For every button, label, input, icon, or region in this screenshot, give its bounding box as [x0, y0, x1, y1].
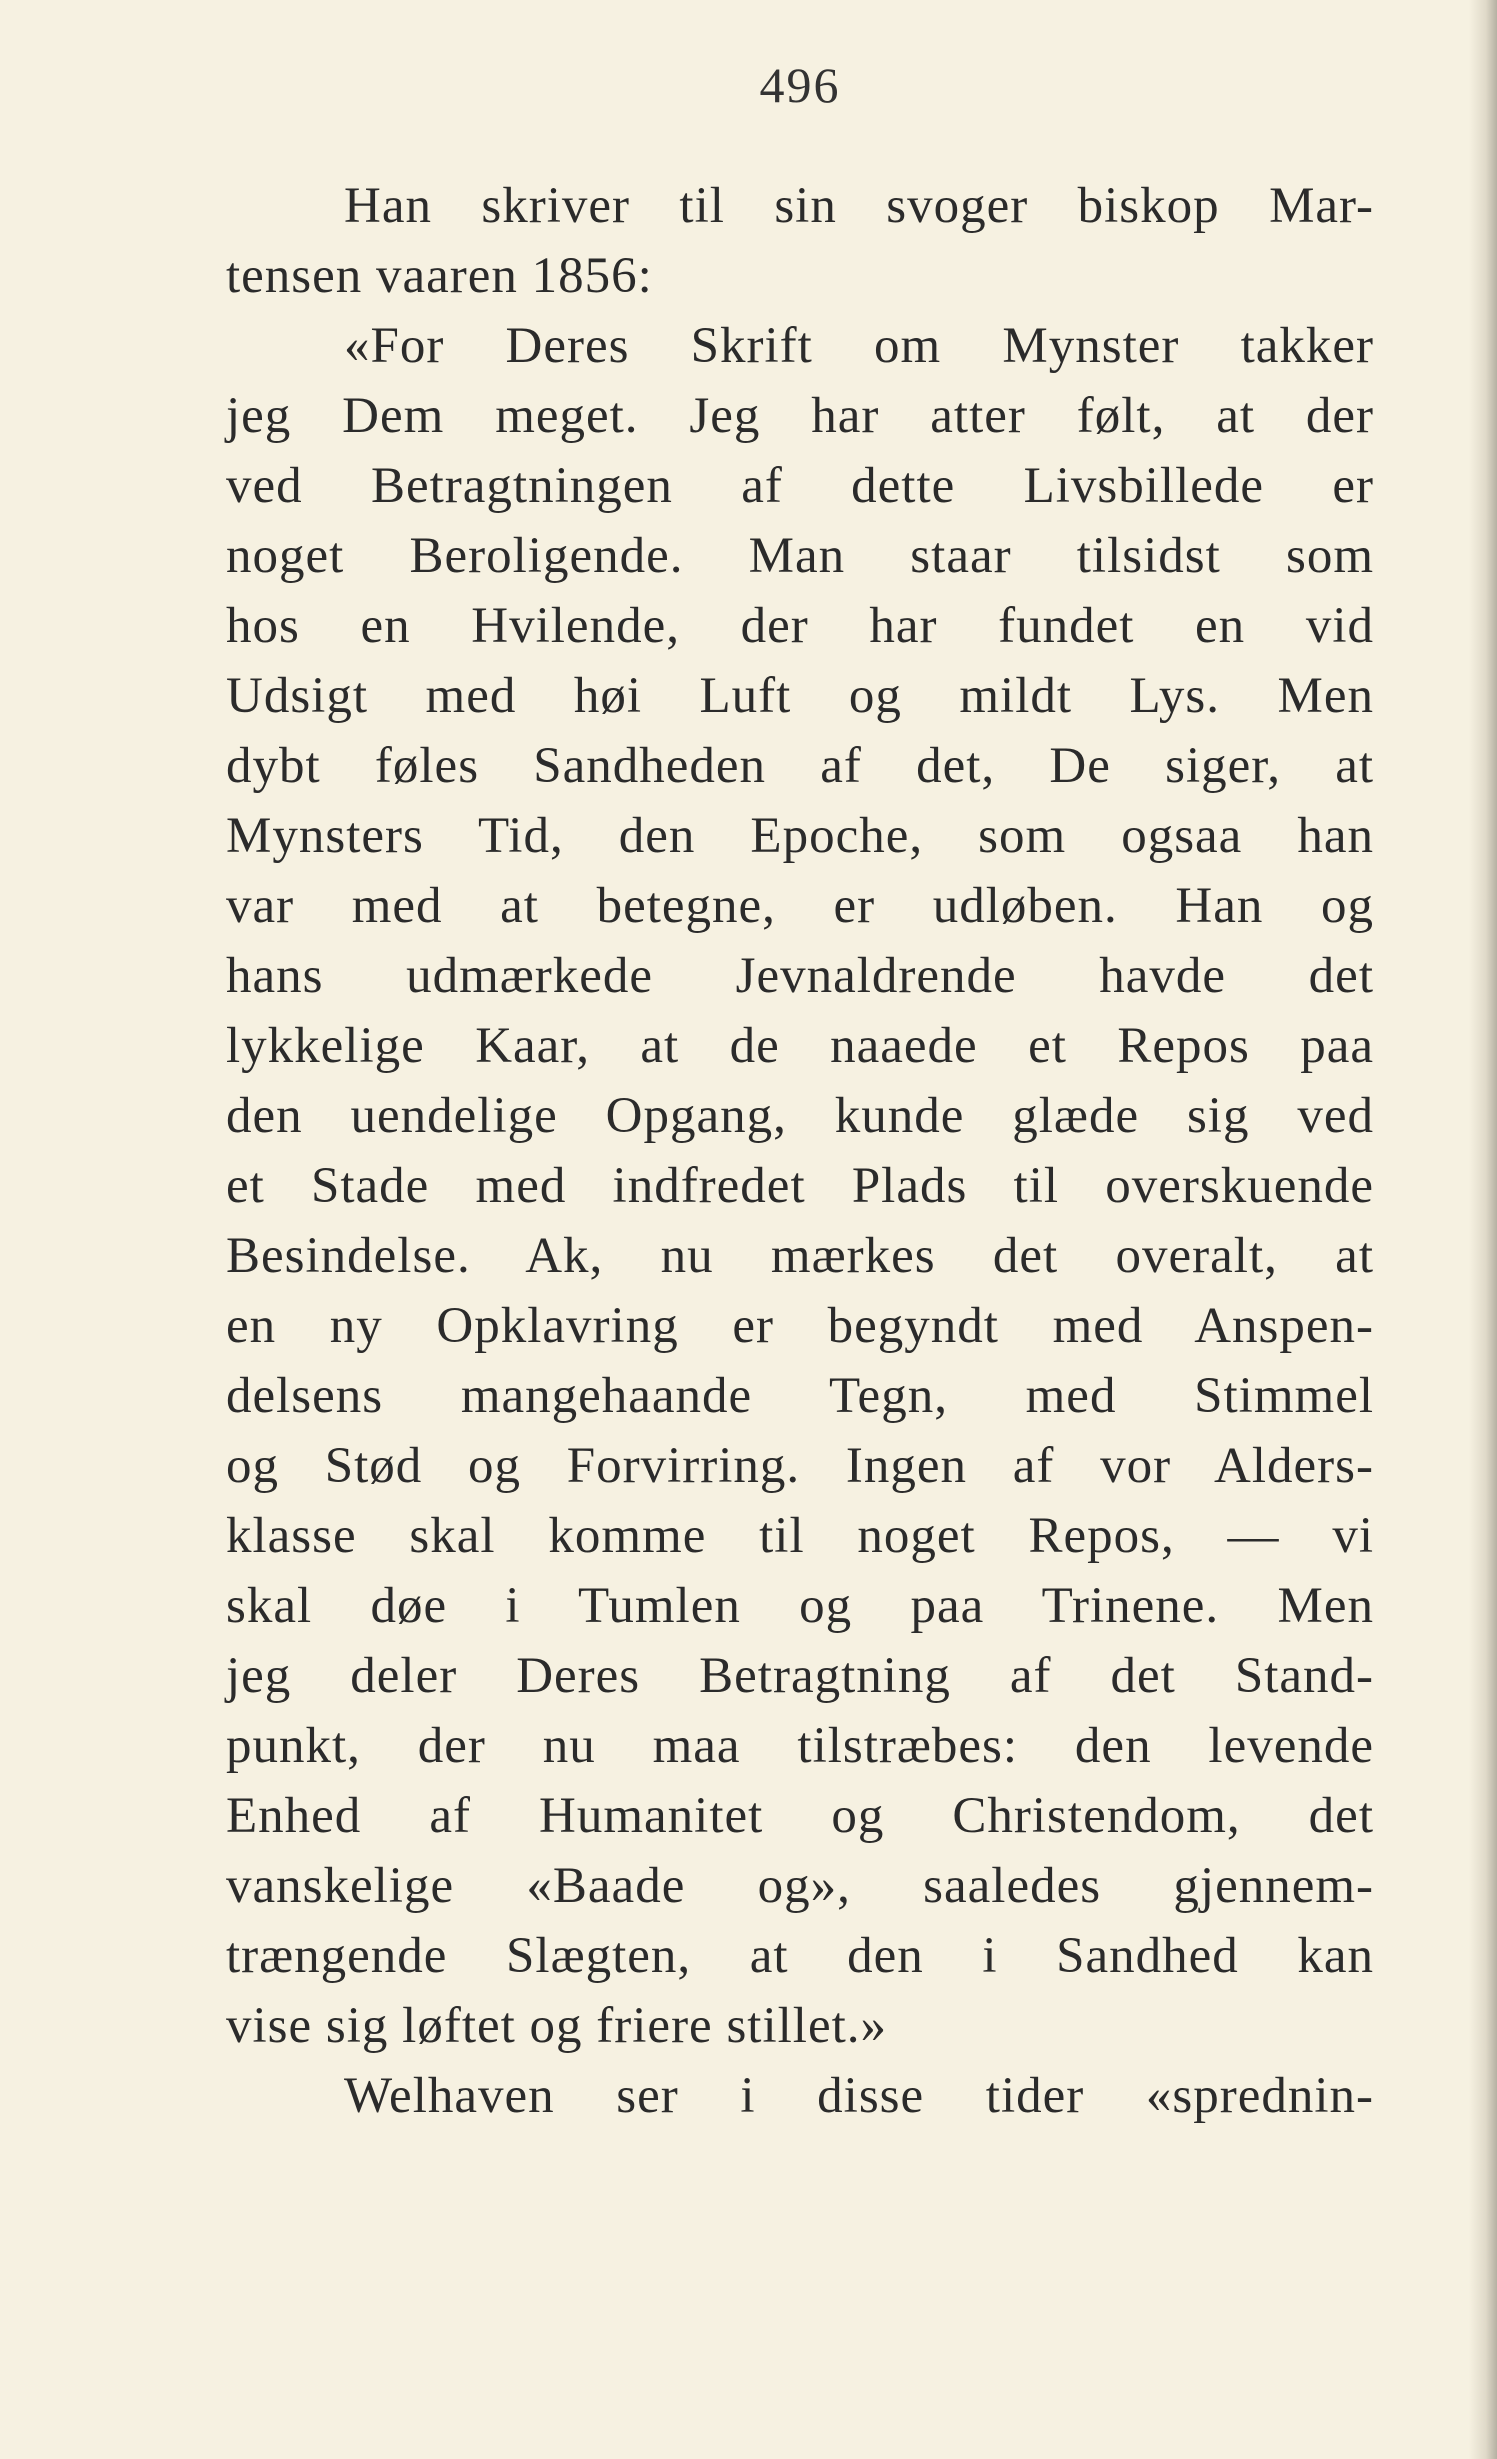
text-line-17: en ny Opklavring er begyndt med Anspen-	[226, 1298, 1374, 1354]
text-line-16: Besindelse. Ak, nu mærkes det overalt, at	[226, 1228, 1374, 1284]
text-line-18: delsens mangehaande Tegn, med Stimmel	[226, 1368, 1374, 1424]
text-line-20: klasse skal komme til noget Repos, — vi	[226, 1508, 1374, 1564]
text-line-8: Udsigt med høi Luft og mildt Lys. Men	[226, 668, 1374, 724]
page-edge-shadow	[1469, 0, 1497, 2459]
text-line-26: trængende Slægten, at den i Sandhed kan	[226, 1928, 1374, 1984]
text-line-12: hans udmærkede Jevnaldrende havde det	[226, 948, 1374, 1004]
text-line-23: punkt, der nu maa tilstræbes: den levende	[226, 1718, 1374, 1774]
text-line-1: Han skriver til sin svoger biskop Mar-	[344, 178, 1374, 234]
page-number: 496	[759, 57, 841, 113]
text-line-6: noget Beroligende. Man staar tilsidst som	[226, 528, 1374, 584]
text-line-22: jeg deler Deres Betragtning af det Stand-	[226, 1648, 1374, 1704]
text-line-24: Enhed af Humanitet og Christendom, det	[226, 1788, 1374, 1844]
text-line-5: ved Betragtningen af dette Livsbillede er	[226, 458, 1374, 514]
text-line-9: dybt føles Sandheden af det, De siger, at	[226, 738, 1374, 794]
text-line-2: tensen vaaren 1856:	[226, 248, 653, 304]
text-line-28: Welhaven ser i disse tider «sprednin-	[344, 2068, 1374, 2124]
text-line-19: og Stød og Forvirring. Ingen af vor Alders-	[226, 1438, 1374, 1494]
text-line-10: Mynsters Tid, den Epoche, som ogsaa han	[226, 808, 1374, 864]
text-line-15: et Stade med indfredet Plads til overskuende	[226, 1158, 1374, 1214]
text-line-25: vanskelige «Baade og», saaledes gjennem-	[226, 1858, 1374, 1914]
text-line-4: jeg Dem meget. Jeg har atter følt, at der	[226, 388, 1374, 444]
text-line-21: skal døe i Tumlen og paa Trinene. Men	[226, 1578, 1374, 1634]
text-line-11: var med at betegne, er udløben. Han og	[226, 878, 1374, 934]
text-line-13: lykkelige Kaar, at de naaede et Repos paa	[226, 1018, 1374, 1074]
text-line-7: hos en Hvilende, der har fundet en vid	[226, 598, 1374, 654]
text-line-27: vise sig løftet og friere stillet.»	[226, 1998, 888, 2054]
text-line-14: den uendelige Opgang, kunde glæde sig ved	[226, 1088, 1374, 1144]
text-line-3: «For Deres Skrift om Mynster takker	[344, 318, 1374, 374]
